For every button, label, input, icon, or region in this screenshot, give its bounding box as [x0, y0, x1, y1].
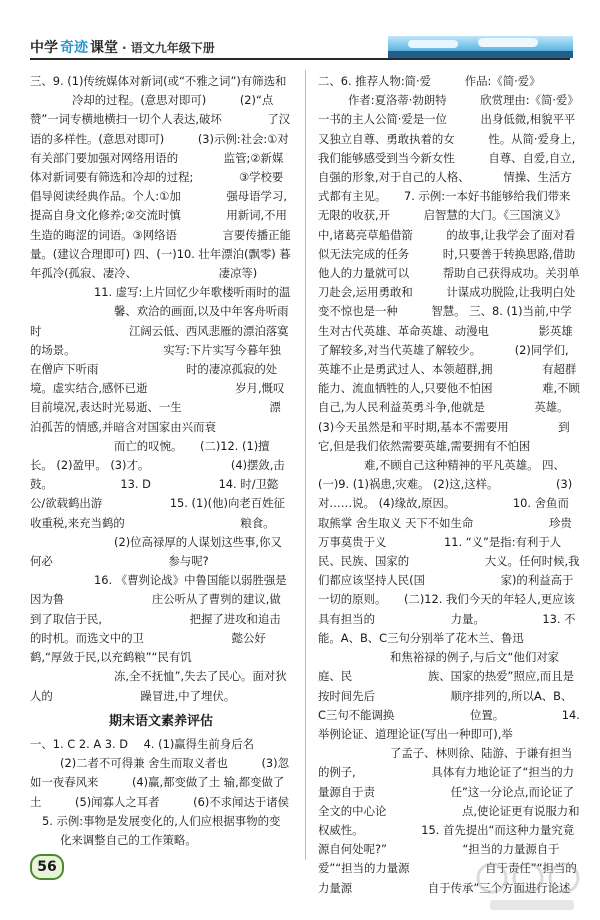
answer-line: 11. “义”是指:有利于人民、民族、国家的	[318, 534, 562, 569]
answer-line: 难,不顾自己这种精神的平凡英雄。	[364, 458, 539, 473]
answer-line: 自尊、自爱,自立,自强的形象,对于自己的人格、	[318, 150, 576, 185]
answer-line: 14. 时/卫懿公/欲载鹤出游	[30, 477, 279, 511]
answer-line: 馨、欢洽的画面,以及中年客舟听雨时	[30, 304, 289, 338]
answer-line: (二)12. (1)擅长。 (2)盈甲。 (3)才。	[30, 438, 270, 473]
answer-line: 实写:下片实写今暮年独在僧庐下听雨	[30, 342, 281, 377]
answer-line: (4)摆敛,击鼓。	[30, 458, 285, 492]
answer-line: 顺序排列的,所以A、B、C三句不能调换	[318, 688, 573, 722]
answer-line: 7. 示例:一本好书能够给我们带来无限的收获,开	[318, 189, 571, 223]
answer-line: 任”这一分论点,而论证了全文的中心论	[318, 784, 575, 818]
answer-line: 庄公听从了曹刿的建议,做到了取信于民,	[30, 592, 281, 626]
answer-line: 参与呢?	[168, 554, 209, 569]
answer-line: 二、6. 推荐人物:简·爱	[318, 74, 432, 88]
answer-line: 力量。	[450, 611, 485, 626]
answer-line: 大义。任何时候,我们都应该坚持人民(国	[318, 554, 580, 588]
answer-line: 一、1. C 2. A 3. D	[30, 736, 129, 751]
answer-line: 了汉语的多样性。(意思对即可)	[30, 112, 291, 146]
answer-line: 自于责任”“担当的力量源	[318, 861, 577, 895]
answer-line: 监管;②新媒体对新词要有筛选和冷却的过程;	[30, 150, 284, 185]
answer-line: 的故事,让我学会了面对看似无法完成的任务	[318, 227, 576, 261]
answer-line: 三、9. (1)传统媒体对新词(或“不雅之词”)有筛选和	[30, 74, 287, 88]
answer-line: “担当的力量源自于爱”“担当的力量源	[318, 842, 560, 876]
answer-line: 启智慧的大门。《三国演义》中,诸葛亮草船借箭	[318, 208, 566, 242]
answer-line: 言要传播正能量。(建议合理即可)	[30, 227, 291, 261]
header-rule	[30, 58, 570, 60]
answer-line: 有超群能力、流血牺牲的人,只要他不怕困	[318, 362, 577, 396]
answer-line: (4)赢,都变做了土 输,都变做了土	[30, 775, 285, 809]
answer-line: 漂泊孤苦的情感,并暗含对国家由兴而衰	[30, 400, 281, 434]
left-column	[30, 72, 292, 850]
answer-line: 到它,但是我们依然需要英雄,需要拥有不怕困	[318, 419, 570, 453]
answer-line: 把握了进攻和追击的时机。而选文中的卫	[30, 611, 281, 645]
answer-line: 化来调整自己的工作策略。	[60, 832, 197, 847]
header-banner-image	[388, 36, 573, 58]
answer-line: (3)忽如一夜春风来	[30, 756, 289, 790]
answer-line: 14. 举例论证、道理论证(写出一种即可),举	[318, 707, 580, 741]
answer-line: 计谋成功脱险,让我明白处变不惊也是一种	[318, 285, 576, 319]
page-header	[0, 0, 600, 70]
answer-line: 强母语学习,提高自身文化修养;②交流时慎	[30, 189, 287, 223]
answer-line: 11. 虚写:上片回忆少年歌楼听雨时的温	[94, 285, 291, 300]
answer-line: 位置。	[469, 707, 505, 722]
answer-line: 帮助自己获得成功。关羽单刀赴会,运用勇敢和	[318, 266, 580, 300]
title-suffix: 课堂	[90, 40, 118, 56]
answer-line: 懿公好鹤,“厚敛于民,以充鹤粮”“民有饥	[30, 630, 266, 665]
title-brand: 奇迹	[60, 40, 88, 56]
answer-line: 具体有力地论证了“担当的力量源自于责	[318, 765, 575, 799]
answer-line: 凄凉等)	[218, 266, 258, 281]
title-prefix: 中学	[30, 40, 58, 56]
answer-line: 点,使论证更有说服力和权威性。	[318, 803, 580, 837]
answer-line: (5)闻寡人之耳者	[75, 794, 160, 809]
answer-line: (3)对……说。 (4)缘故,原因。	[318, 477, 573, 511]
answer-line: (二)12. 我们今天的年轻人,更应该具有担当的	[318, 592, 575, 626]
answer-line: 智慧。	[431, 304, 466, 319]
answer-line: 躁冒进,中了埋伏。	[140, 688, 236, 703]
right-column	[318, 72, 580, 898]
answer-line: 冻,全不抚恤”,失去了民心。面对狄人的	[30, 669, 287, 703]
answer-line: 15. 首先提出“而这种力量究竟源自何处呢?”	[318, 822, 575, 857]
answer-line: 冷却的过程。(意思对即可)	[72, 93, 207, 108]
answer-line: 10. 舍鱼而取熊掌 舍生取义 天下不如生命	[318, 496, 569, 530]
answer-line: 和焦裕禄的例子,与后文“他们对家庭、民	[318, 650, 559, 684]
answer-line: 四、(一)10. 壮年漂泊(飘零) 暮年孤冷(孤寂、凄冷、	[30, 246, 291, 281]
column-divider	[305, 70, 306, 860]
answer-line: 了孟子、林则徐、陆游、于谦有担当的例子,	[318, 746, 573, 780]
page-number: 56	[30, 854, 64, 880]
answer-line: 自于传承”三个方面进行论述	[427, 880, 571, 895]
answer-line: 岁月,慨叹目前境况,表达时光易逝、一生	[30, 381, 285, 415]
watermark-logo	[470, 856, 590, 916]
answer-line: 欣赏理由:《简·爱》一书的主人公简·爱是一位	[318, 93, 579, 127]
answer-line: 三、8. (1)当前,中学生对古代英雄、革命英雄、动漫电	[318, 304, 572, 338]
answer-line: 作品:《简·爱》	[464, 74, 541, 88]
answer-line: 而亡的叹惋。	[114, 438, 183, 453]
answer-line: (2)同学们,英雄不止是勇武过人、本领超群,拥	[318, 342, 569, 377]
answer-line: 粮食。	[240, 515, 275, 530]
section-title: 期末语文素养评估	[108, 713, 213, 729]
answer-line: (2)位高禄厚的人谋划这些事,你又何必	[30, 534, 282, 569]
answer-line: 4. (1)赢得生前身后名	[143, 736, 254, 751]
answer-line: 时的凄凉孤寂的处境。虚实结合,感怀已逝	[30, 362, 278, 396]
answer-line: 15. (1)(他)向老百姓征收重税,来充当鹤的	[30, 496, 285, 530]
answer-line: 用新词,不用生造的晦涩的词语。③网络语	[30, 208, 287, 242]
answer-line: (3)示例:社会:①对有关部门要加强对网络用语的	[30, 131, 289, 165]
answer-line: 5. 示例:事物是发展变化的,人们应根据事物的变	[42, 813, 281, 828]
answer-line: (6)不求闻达于诸侯	[193, 794, 290, 809]
answer-line: 作者:夏洛蒂·勃朗特	[348, 93, 447, 108]
answer-line: 出身低微,相貌平平又独立自尊、勇敢执着的女	[318, 112, 576, 146]
answer-line: 家)的利益高于一切的原则。	[318, 573, 574, 607]
answer-line: 珍贵 万事莫贵于义	[318, 515, 572, 549]
answer-line: 族、国家的热爱”照应,而且是按时间先后	[318, 669, 575, 703]
answer-line: ③学校要倡导阅读经典作品。个人:①加	[30, 170, 284, 204]
answer-line: 江阔云低、西风悲雁的漂泊落寞的场景。	[30, 323, 289, 357]
answer-line: 16. 《曹刿论战》中鲁国能以弱胜强是因为鲁	[30, 573, 287, 607]
answer-line: (2)“点赞”一词专横地横扫一切个人表达,破坏	[30, 93, 274, 127]
answer-line: 难,不顾自己,为人民利益英勇斗争,他就是	[318, 381, 580, 415]
answer-line: 性。从简·爱身上,我们能够感受到当今新女性	[318, 131, 576, 165]
answer-line: 13. 不能。A、B、C三句分别举了花木兰、鲁迅	[318, 611, 576, 645]
answer-line: 四、(一)9. (1)祸患,灾难。 (2)这,这样。	[318, 458, 565, 492]
answer-line: 时,只要善于转换思路,借助他人的力量就可以	[318, 246, 576, 281]
answer-line: 情操、生活方式都有主见。	[318, 170, 572, 204]
answer-line: 英雄。(3)今天虽然是和平时期,基本不需要用	[318, 400, 569, 434]
book-subtitle: · 语文九年级下册	[122, 40, 215, 55]
answer-line: (2)二者不可得兼 舍生而取义者也	[60, 756, 228, 771]
book-title	[30, 36, 215, 58]
answer-line: 13. D	[120, 477, 151, 492]
answer-line: 影英雄了解较多,对当代英雄了解较少。	[318, 323, 573, 357]
